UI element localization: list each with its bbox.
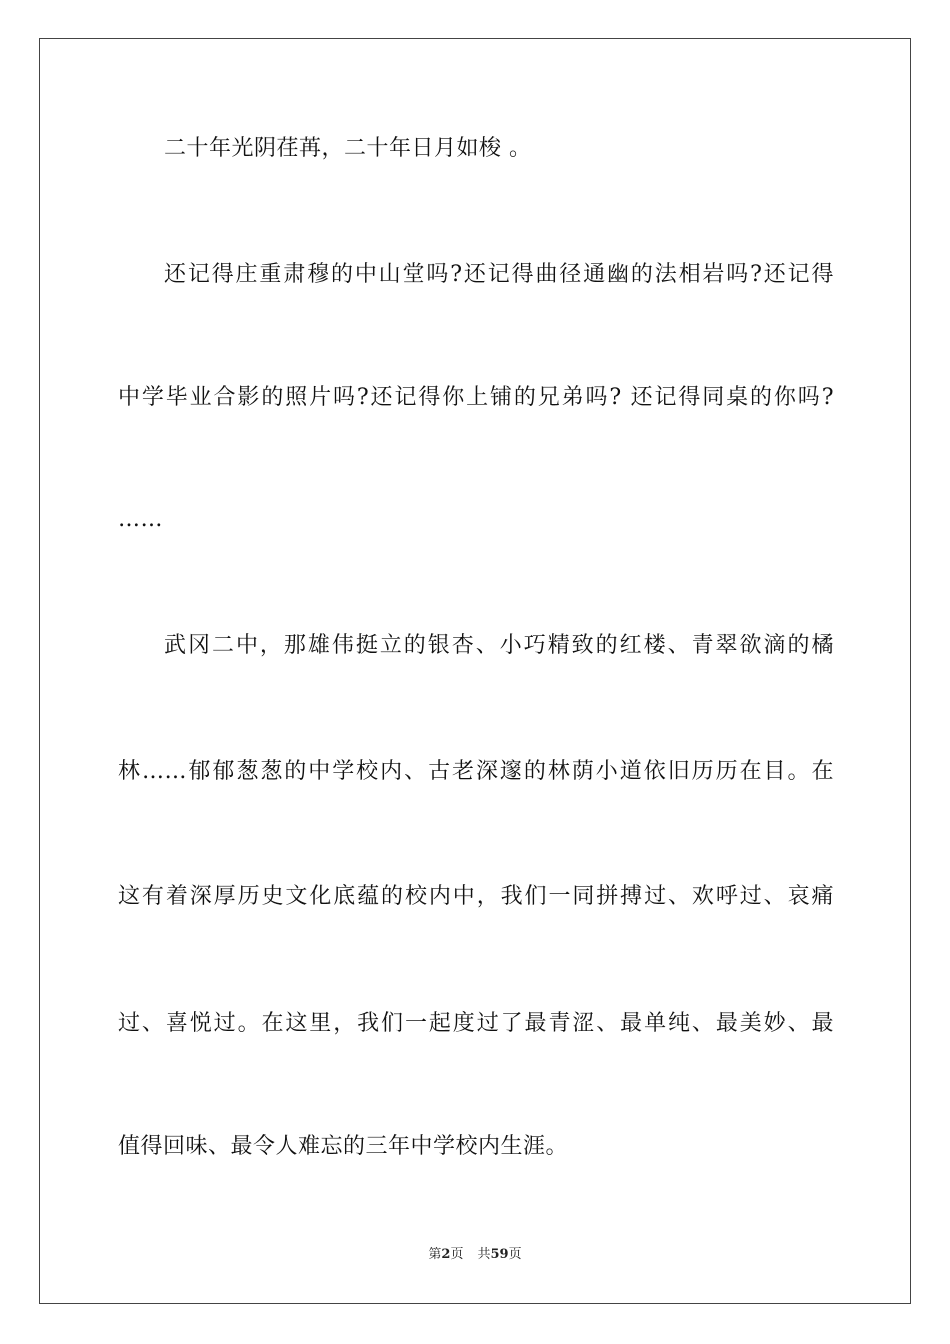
footer-page-prefix: 第 <box>428 1247 442 1262</box>
footer-total-suffix: 页 <box>508 1247 522 1262</box>
footer-page-number: 2 <box>441 1247 451 1262</box>
paragraph-3-line-1: 武冈二中，那雄伟挺立的银杏、小巧精致的红楼、青翠欲滴的橘 <box>164 633 834 658</box>
paragraph-3-line-4: 过、喜悦过。在这里，我们一起度过了最青涩、最单纯、最美妙、最 <box>118 1011 834 1036</box>
paragraph-3-line-3: 这有着深厚历史文化底蕴的校内中，我们一同拼搏过、欢呼过、哀痛 <box>118 884 834 909</box>
paragraph-3-line-2: 林……郁郁葱葱的中学校内、古老深邃的林荫小道依旧历历在目。在 <box>118 759 834 784</box>
footer-total-number: 59 <box>490 1247 509 1262</box>
paragraph-2-line-3: …… <box>118 507 163 532</box>
paragraph-2-line-2: 中学毕业合影的照片吗?还记得你上铺的兄弟吗? 还记得同桌的你吗? <box>118 385 834 410</box>
footer-page-suffix: 页 <box>450 1247 464 1262</box>
paragraph-1-line-1: 二十年光阴荏苒，二十年日月如梭 。 <box>164 136 532 161</box>
footer-total-prefix: 共 <box>477 1247 491 1262</box>
page-frame <box>39 38 911 1304</box>
paragraph-3-line-5: 值得回味、最令人难忘的三年中学校内生涯。 <box>118 1134 569 1159</box>
page-footer <box>0 1246 950 1264</box>
paragraph-2-line-1: 还记得庄重肃穆的中山堂吗?还记得曲径通幽的法相岩吗?还记得 <box>164 262 834 287</box>
